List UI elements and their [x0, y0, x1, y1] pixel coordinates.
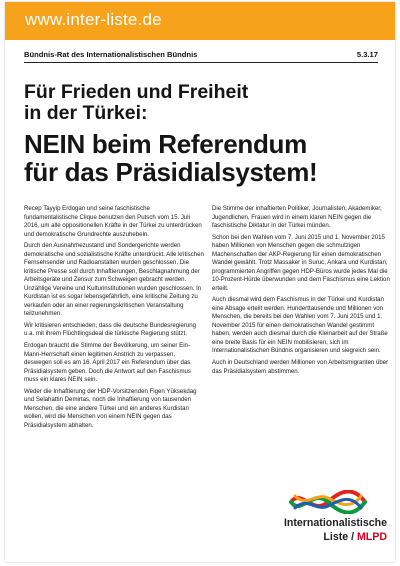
paragraph: Durch den Ausnahmezustand und Sondergerichte werden demokratische und sozialistische Kräfte unterdrückt. Alle kritischen Fernsehsender und Radioanstalten wurden geschlossen. Die kritische Presse soll durch Inhaftierungen, Beschlagnahmung der Arbeitsgeräte und Zensur zum Schweigen gebracht werden. Unzählige Vereine und Kulturinstitutionen wurden geschlossen. In Kurdistan ist es sogar lebensgefährlich, eine kritische Zeitung zu verkaufen oder an einer regierungskritischen Veranstaltung teilzunehmen.: [24, 242, 204, 318]
logo-text-line-2: [275, 531, 387, 543]
logo-text-liste: Liste /: [323, 531, 357, 543]
body-column-right: [212, 205, 390, 379]
paragraph: Die Stimme der inhaftierten Politiker, Journalisten, Akademiker, Jugendlichen, Frauen wird in einem klaren NEIN gegen die faschistische Diktatur in der Türkei münden.: [212, 205, 382, 229]
headline-line-1: Für Frieden und Freiheit: [24, 81, 249, 103]
paragraph: Weder die Inhaftierung der HDP-Vorsitzenden Figen Yüksekdag und Selahattin Demirtas, noch die Inhaftierung von tausenden Menschen, die eine andere Türkei und ein anderes Kurdistan wollen, wird die Menschen von einem NEIN gegen das Präsidialsystem abhalten.: [24, 387, 197, 429]
body-column-left: [24, 205, 204, 433]
knot-logo-icon: [287, 490, 369, 514]
flyer-page: [5, 2, 395, 562]
logo-text-mlpd: MLPD: [356, 531, 387, 543]
paragraph: Schon bei den Wahlen vom 7. Juni 2015 und 1. November 2015 haben Millionen von Menschen gegen die schmutzigen Machenschaften der AKP-Regierung für einen demokratischen Wandel gewählt. Trotz Massaker in Suruc, Ankara und Kurdistan, programmierten Angriffen gegen HDP-Büros wurde jedes Mal die 10-Prozent-Hürde überwunden und dem Faschismus eine Lektion erteilt.: [212, 233, 390, 292]
paragraph: Auch diesmal wird dem Faschismus in der Türkei und Kurdistan eine Absage erteilt werden. Hunderttausende und Millionen von Menschen, die bereits bei den Wahlen vom 7. Juni 2015 und 1. November 2015 für einen demokratischen Wandel gestimmt haben, werden auch diesmal durch die Kleinarbeit auf der Straße eine breite Basis für ein NEIN mobilisieren, sich im Internationalistischen Bündnis organisieren und siegreich sein.: [212, 296, 388, 355]
logo-text-line-1: Internationalistische: [283, 517, 387, 529]
header-banner: [5, 2, 395, 40]
organization-logo: [275, 490, 387, 554]
headline-big-line-1: NEIN beim Referendum: [24, 129, 307, 159]
date: 5.3.17: [356, 50, 378, 59]
website-url[interactable]: www.inter-liste.de: [25, 10, 162, 29]
paragraph: Auch in Deutschland werden Millionen von Arbeitsmigranten über das Präsidialsystem abstimmen.: [212, 359, 389, 375]
headline-line-2: in der Türkei:: [24, 102, 148, 124]
paragraph: Recep Tayyip Erdogan und seine faschistische fundamentalistische Clique benutzen den Putsch vom 15. Juli 2016, um alle oppositionellen Kräfte in der Türkei zu unterdrücken und demokratische Grundrechte auszuhebeln.: [24, 205, 202, 238]
headline-large: [24, 130, 389, 186]
headline-small: [24, 82, 384, 124]
headline-big-line-2: für das Präsidialsystem!: [24, 157, 318, 187]
organization-name: Bündnis-Rat des Internationalistischen Bündnis: [24, 50, 198, 59]
paragraph: Erdogan braucht die Stimme der Bevölkerung, um seiner Ein-Mann-Herrschaft einen legitimen Anstrich zu verpassen, deswegen soll es am 16. April 2017 ein Referendum über das Präsidialsystem geben. Doch die Antwort auf den Faschismus muss ein klares NEIN sein.: [24, 342, 191, 384]
subheader: [24, 50, 378, 63]
paragraph: Wir kritisieren entschieden, dass die deutsche Bundesregierung u.a. mit ihrem Flüchtlingsdeal die türkische Regierung stützt.: [24, 321, 197, 338]
